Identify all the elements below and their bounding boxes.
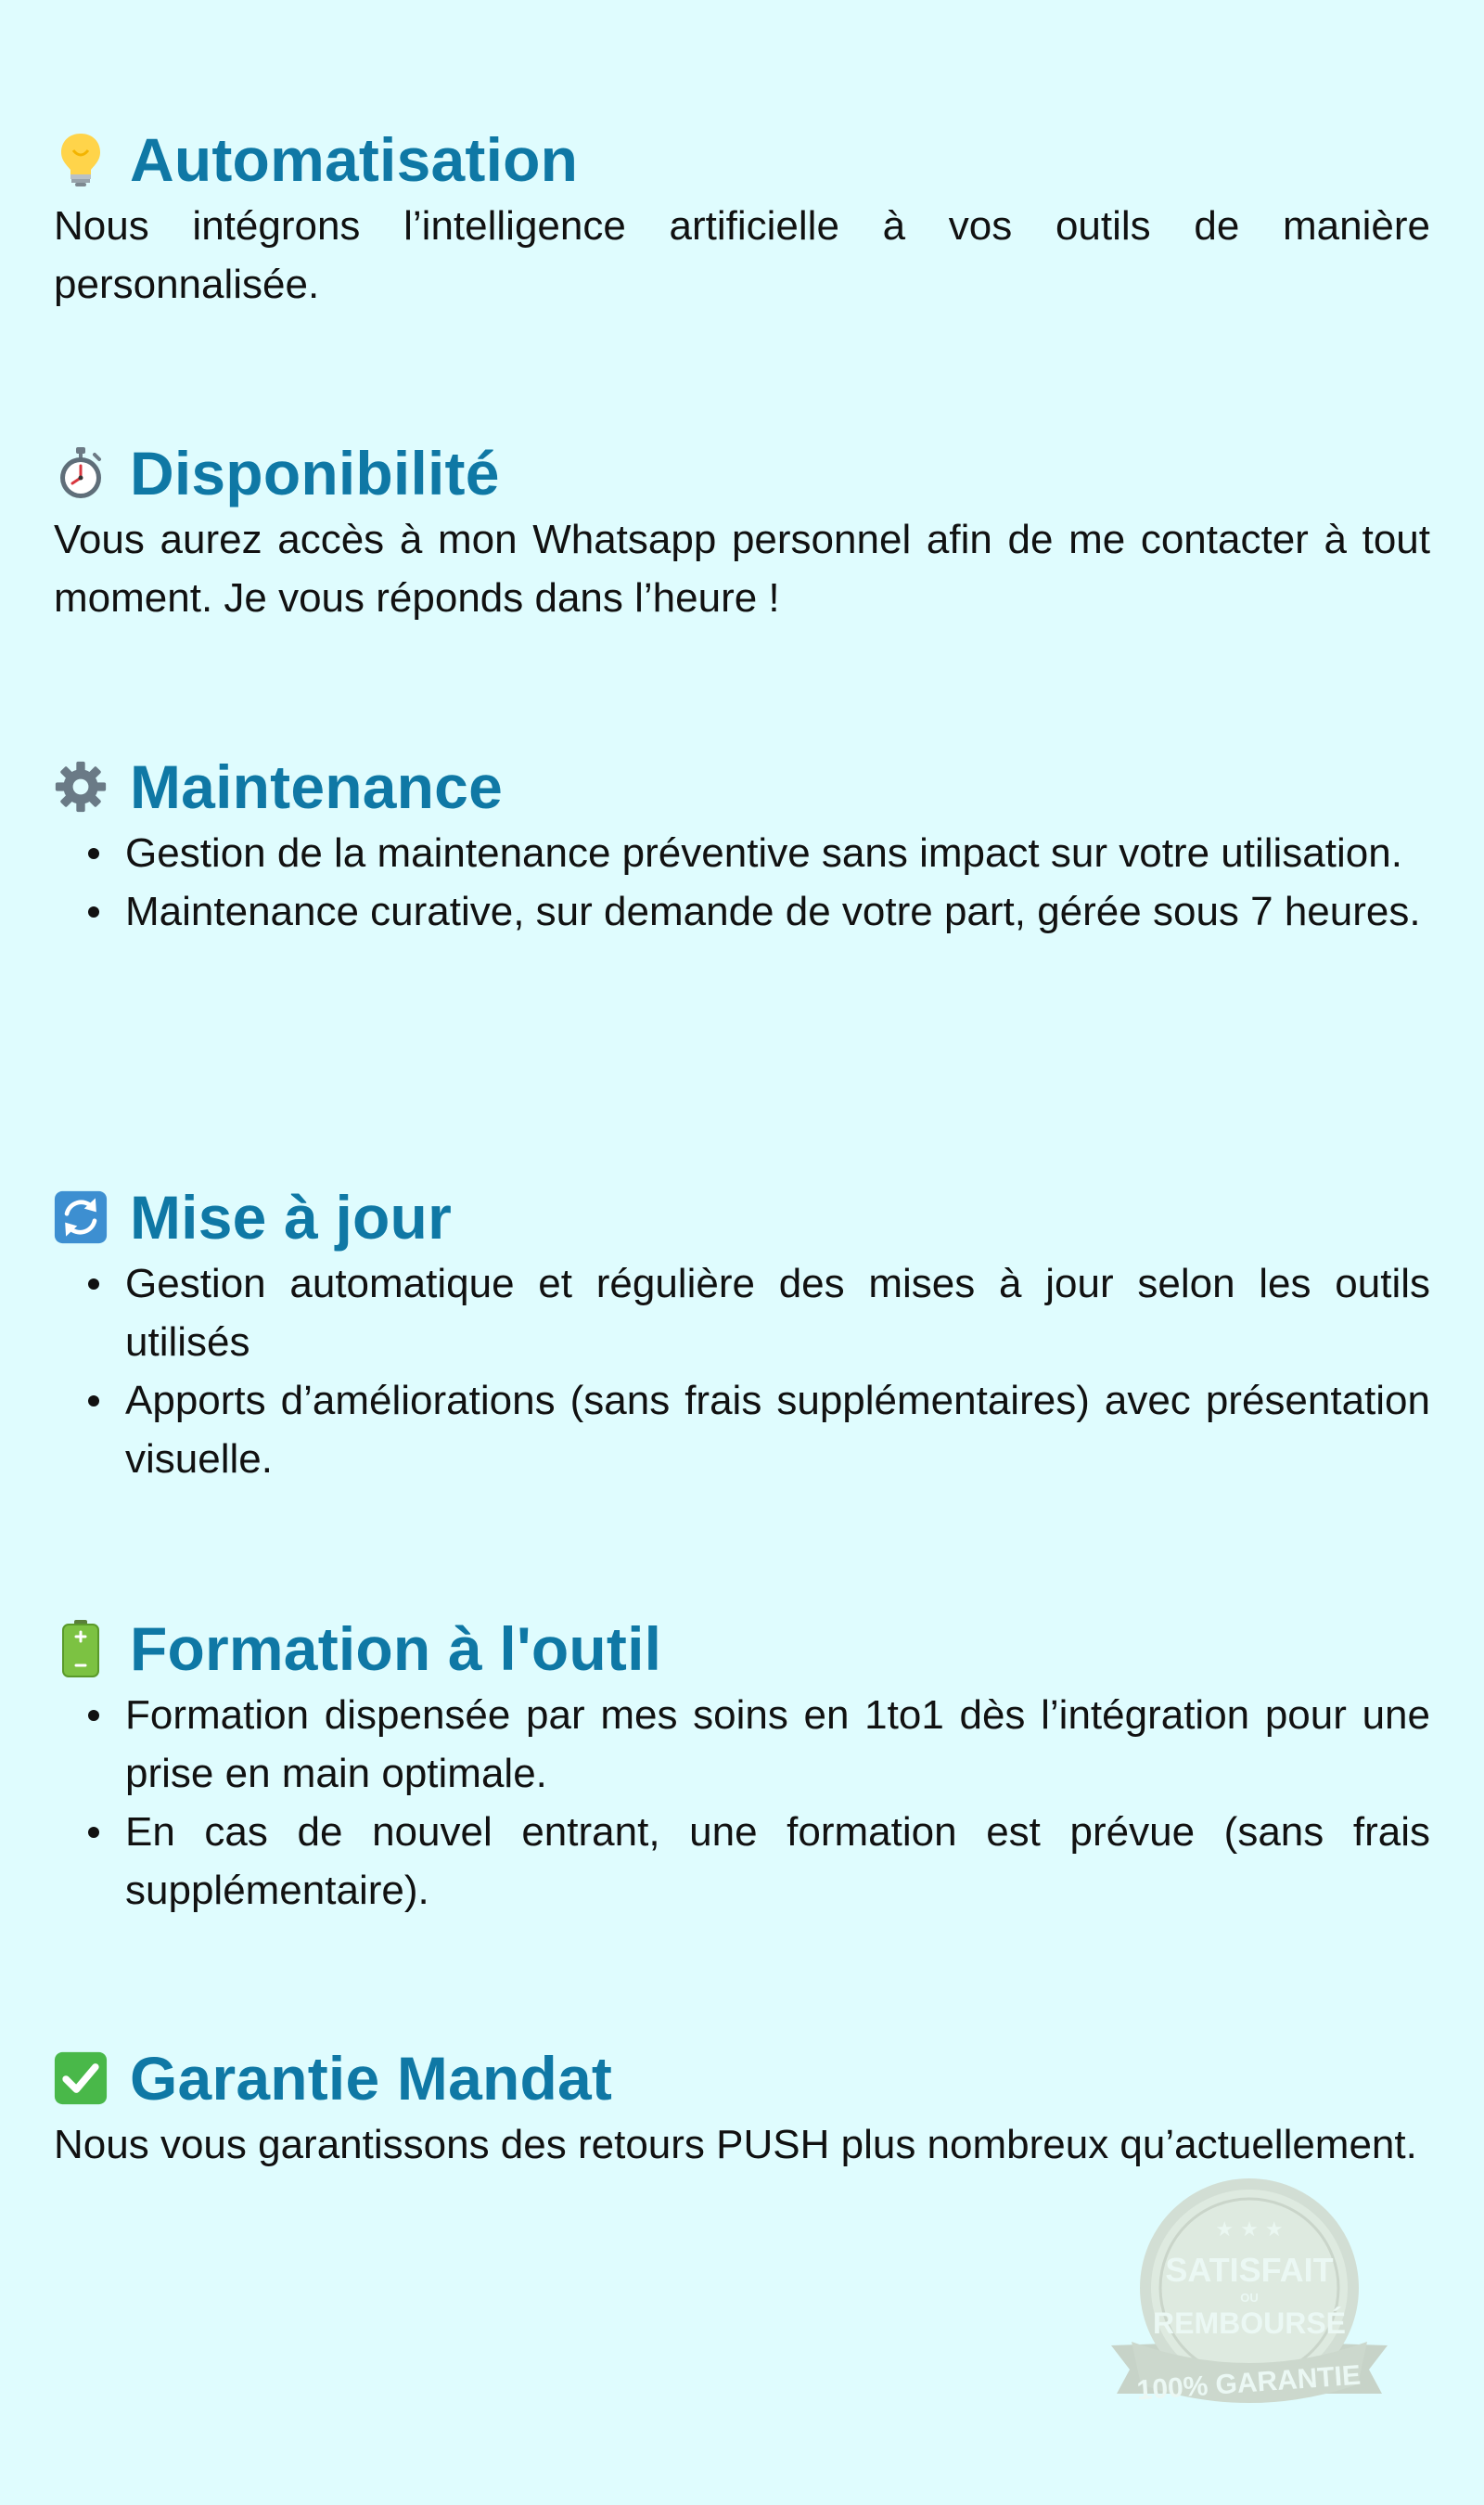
section-title: Garantie Mandat — [130, 2044, 613, 2113]
section-text: Vous aurez accès à mon Whatsapp personnel afin de me contacter à tout moment. Je vous réponds dans l’heure ! — [54, 517, 1430, 621]
section-title: Disponibilité — [130, 439, 500, 507]
seal-line-2: OU — [1240, 2291, 1259, 2305]
section-heading — [54, 436, 1430, 510]
section-text: Nous vous garantissons des retours PUSH plus nombreux qu’actuellement. — [54, 2122, 1417, 2167]
seal-ribbon: 100% GARANTIE — [1135, 2359, 1362, 2407]
section-text: Nous intégrons l’intelligence artificielle à vos outils de manière personnalisée. — [54, 203, 1430, 307]
section-mise-a-jour — [54, 1180, 1430, 1488]
list-item: Gestion de la maintenance préventive sans impact sur votre utilisation. — [125, 824, 1430, 882]
bullet-list — [54, 1686, 1430, 1920]
check-mark-icon — [54, 2049, 108, 2107]
section-formation — [54, 1612, 1430, 1920]
section-heading — [54, 750, 1430, 824]
section-automatisation — [54, 122, 1430, 314]
section-disponibilite — [54, 436, 1430, 627]
list-item: En cas de nouvel entrant, une formation est prévue (sans frais supplémentaire). — [125, 1803, 1430, 1920]
list-item: Apports d’améliorations (sans frais supplémentaires) avec présentation visuelle. — [125, 1371, 1430, 1488]
lightbulb-icon — [54, 131, 108, 188]
seal-line-3: REMBOURSÉ — [1152, 2306, 1347, 2340]
section-heading — [54, 2041, 1430, 2115]
gear-icon — [54, 758, 108, 816]
section-heading — [54, 1612, 1430, 1686]
section-title: Formation à l'outil — [130, 1614, 662, 1683]
guarantee-seal — [1102, 2178, 1397, 2429]
section-maintenance — [54, 750, 1430, 941]
section-title: Maintenance — [130, 752, 503, 821]
list-item: Maintenance curative, sur demande de votre part, gérée sous 7 heures. — [125, 882, 1430, 941]
section-title: Mise à jour — [130, 1183, 452, 1252]
bullet-list — [54, 1254, 1430, 1488]
seal-line-1: SATISFAIT — [1165, 2251, 1334, 2289]
refresh-icon — [54, 1188, 108, 1246]
list-item: Gestion automatique et régulière des mises à jour selon les outils utilisés — [125, 1254, 1430, 1371]
svg-text:★ ★ ★: ★ ★ ★ — [1215, 2218, 1284, 2242]
bullet-list — [54, 824, 1430, 941]
stopwatch-icon — [54, 444, 108, 502]
section-heading — [54, 1180, 1430, 1254]
list-item: Formation dispensée par mes soins en 1to1 dès l’intégration pour une prise en main optimale. — [125, 1686, 1430, 1803]
section-heading — [54, 122, 1430, 197]
section-title: Automatisation — [130, 125, 579, 194]
battery-icon — [54, 1620, 108, 1677]
section-garantie-mandat — [54, 2041, 1430, 2174]
